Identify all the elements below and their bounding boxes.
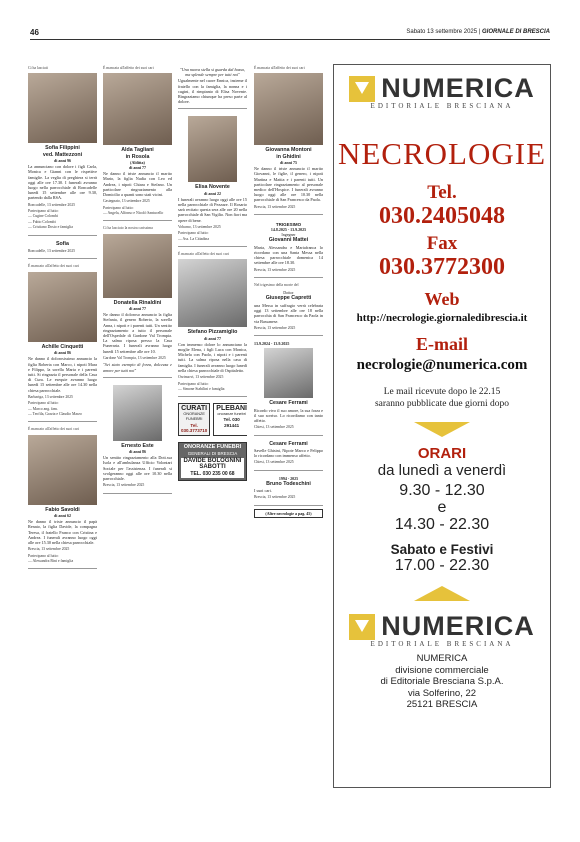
ad-phone: Tel. 030 291441 xyxy=(223,417,240,428)
notice-body: I funerali avranno luogo oggi alle ore 15 nella parrocchiale di Pezzaze. Il Rosario sarà recitato questa sera alle ore 20 nella parrocchiale di San Vigilio. Non fiori ma opere di bene. xyxy=(178,196,247,223)
obituary-notice xyxy=(103,381,172,494)
condolence-list xyxy=(28,209,97,231)
deceased-age: di anni 86 xyxy=(129,449,146,455)
notice-body: Con immenso dolore lo annunciano la moglie Elena, i figli Luca con Monica, Michela con Paolo, i nipoti e i parenti tutti. La salma riposa nella casa di famiglia. I funerali avranno luogo lunedì nella chiesa parrocchiale di Ospitaletto. xyxy=(178,341,247,373)
orari-morning: 9.30 - 12.30 xyxy=(399,482,485,499)
mail-note-line: Le mail ricevute dopo le 22.15 xyxy=(383,387,501,397)
column-4 xyxy=(254,64,323,824)
page-header xyxy=(30,28,550,40)
obituary-notice xyxy=(178,64,247,109)
email-label: E-mail xyxy=(416,334,468,354)
obituary-notice xyxy=(28,262,97,422)
notice-sign: Chiesi, 13 settembre 2025 xyxy=(254,425,294,430)
ad-sub: GENERALI DI BRESCIA xyxy=(187,450,238,456)
notice-sign: Brescia, 13 settembre 2025 xyxy=(254,267,296,272)
obituary-notice xyxy=(28,425,97,569)
obituary-notice xyxy=(254,474,323,506)
notice-sign: Brescia, 13 settembre 2025 xyxy=(254,325,296,330)
ad-title: CURATI xyxy=(181,405,208,413)
deceased-name: Sofia Filippini xyxy=(45,145,80,152)
list-item: Partecipano al lutto: xyxy=(28,209,59,214)
list-item: Partecipano al lutto: xyxy=(28,401,59,406)
ad-title: PLEBANI xyxy=(216,405,247,413)
obituary-notice xyxy=(103,224,172,377)
condolence-list xyxy=(178,231,247,242)
company-info xyxy=(334,653,550,711)
header-paper: GIORNALE DI BRESCIA xyxy=(481,29,550,35)
notice-body: una Messa in suffragio verrà celebrata oggi 13 settembre alle ore 18 nella parrocchia di San Francesco da Paola in via Bassanese. xyxy=(254,302,323,324)
company-line: di Editoriale Bresciana S.p.A. xyxy=(380,676,504,687)
more-obituaries-note: (Altre necrologie a pag. 45) xyxy=(254,509,323,518)
web-label: Web xyxy=(424,289,460,309)
portrait-photo xyxy=(103,234,172,298)
portrait-photo xyxy=(264,348,312,398)
numerica-logo-subtitle: EDITORIALE BRESCIANA xyxy=(370,102,514,110)
web-url: http://necrologie.giornaledibrescia.it xyxy=(356,312,528,324)
numerica-logo-text: NUMERICA xyxy=(381,611,535,641)
deceased-name: Elisa Novente xyxy=(195,184,230,191)
column-2 xyxy=(103,64,172,824)
column-3 xyxy=(178,64,247,824)
notice-sign: Gardone Val Trompia, 13 settembre 2025 xyxy=(103,355,166,360)
list-item: — Fabio Colombi xyxy=(28,219,56,224)
list-item: — Cristiano Dosio e famiglia xyxy=(28,225,73,230)
ad-curati xyxy=(178,403,210,436)
list-item: Partecipano al lutto: xyxy=(178,231,209,236)
numerica-logo-subtitle: EDITORIALE BRESCIANA xyxy=(370,640,514,648)
necrologie-title: NECROLOGIE xyxy=(337,136,547,171)
notice-sign: Roncadelle, 13 settembre 2025 xyxy=(28,249,76,254)
obituary-notice xyxy=(178,250,247,397)
list-item: — Alessandra Bini e famiglia xyxy=(28,558,74,563)
list-item: — Cugine Colombi xyxy=(28,214,58,219)
deceased-nickname: (Alditta) xyxy=(130,160,145,166)
triangle-down-icon xyxy=(414,422,470,437)
deceased-title: Dottor xyxy=(283,290,294,296)
list-item: — Teofila, Grazia e Claudio Marzo xyxy=(28,411,82,416)
deceased-name-sub: in Rosola xyxy=(125,153,150,160)
deceased-age: di anni 77 xyxy=(129,306,146,312)
obituary-notice xyxy=(254,281,323,336)
mail-note-line: saranno pubblicate due giorni dopo xyxy=(374,399,510,409)
notice-intro: È mancata all'affetto dei suoi cari xyxy=(103,66,154,70)
notice-body: Ne danno il dolorosissimo annuncio la figlia Roberta con Marco, i nipoti Mara e Filippo, la sorella Maria e i parenti tutti. Si ringrazia il personale della Casa di Cura. Le esequie avranno luogo lunedì 15 settembre alle ore 14.30 nella chiesa parrocchiale. xyxy=(28,356,97,393)
notice-sign: Orzinuovi, 13 settembre 2025 xyxy=(178,375,224,380)
notice-intro: Ci ha lasciati xyxy=(28,66,48,70)
orari-and: e xyxy=(437,499,447,516)
obituary-notice xyxy=(254,218,323,278)
notice-sign: Brescia, 13 settembre 2025 xyxy=(254,204,296,209)
deceased-name: Giovanni Mattei xyxy=(268,237,309,244)
condolence-list xyxy=(28,401,97,417)
portrait-photo xyxy=(28,73,97,143)
notice-dates: 14.8.2025 - 13.9.2025 xyxy=(270,227,307,233)
ad-name: DAVIDE BOLOGNINI SABOTTI xyxy=(181,458,244,471)
notice-sign: Castegnato, 13 settembre 2025 xyxy=(103,199,150,204)
notice-body: La annunciano con dolore i figli Carla, Monica e Gianni con le rispettive famiglie. La veglia di preghiera si terrà oggi alle ore 17.30. I funerali avranno luogo nella parrocchiale di Roncadelle lunedì 15 settembre alle ore 9.30, partendo dalla RSA. xyxy=(28,164,97,201)
notice-sign: Roncadelle, 13 settembre 2025 xyxy=(28,202,76,207)
notice-quote: "Una nuova stella si guarda dal basso, ma splende sempre per tutti noi" xyxy=(179,67,246,78)
condolence-list xyxy=(178,382,247,393)
list-item: — Simone Stabilini e famiglia xyxy=(178,386,225,391)
orari-afternoon: 14.30 - 22.30 xyxy=(394,516,490,533)
ad-line: ONORANZE FUNEBRI xyxy=(183,411,205,422)
notice-body: Ne danno il triste annuncio il papà Renato, la figlia Davide, la compagna Teresa, il fratello Franco con Cristina e Andrea. I funerali avranno luogo oggi alle ore 15.30 nella chiesa parrocchiale. xyxy=(28,519,97,545)
deceased-name-sub: in Ghidini xyxy=(276,153,301,160)
notice-intro: Nel trigesimo della morte del xyxy=(254,283,299,288)
notice-intro: È mancato all'affetto dei suoi cari xyxy=(28,427,79,432)
condolence-list xyxy=(103,206,172,217)
list-item: Partecipano al lutto: xyxy=(178,381,209,386)
deceased-age: di anni 77 xyxy=(129,165,146,171)
ad-title: ONORANZE FUNEBRI xyxy=(183,444,242,451)
notice-sign: Barbariga, 13 settembre 2025 xyxy=(28,394,73,399)
mail-note xyxy=(334,386,550,410)
obituary-notice xyxy=(28,64,97,236)
numerica-logo xyxy=(334,73,550,104)
ad-phone: TEL. 030 235 00 68 xyxy=(181,471,244,478)
tel-number: 030.2405048 xyxy=(379,203,505,229)
obituary-notice xyxy=(254,339,323,435)
portrait-photo xyxy=(178,259,247,327)
header-date: Sabato 13 settembre 2025 xyxy=(406,29,478,35)
list-item: — Ass. La Cittadina xyxy=(178,236,210,241)
ad-line: onoranze funebri xyxy=(217,411,246,416)
notice-sign: Brescia, 13 settembre 2025 xyxy=(254,495,296,500)
deceased-name: Alda Tagliani xyxy=(121,147,154,154)
notice-body: Ne danno il doloroso annuncio la figlia Stefania, il genero Roberto, la sorella Anna, i nipoti e i parenti tutti. Un sentito ringraziamento a tutto il personale dell'Ospedale di Gardone Val Trompia. La salma riposa presso la Casa Funeraria. I funerali avranno luogo lunedì 15 settembre alle ore 10. xyxy=(103,312,172,354)
triangle-up-icon xyxy=(414,586,470,601)
list-item: — Angela, Alfonso e Nicolò Santucello xyxy=(103,211,164,216)
notice-dates: 13.9.2024 - 13.9.2025 xyxy=(254,341,290,347)
deceased-title: Ingegner xyxy=(281,232,296,238)
deceased-age: di anni 77 xyxy=(204,335,221,341)
notice-body: Ne danno il triste annuncio il marito Giovanni, le figlie, il genero, i nipoti Martina e Mattia e i parenti tutti. Un particolare ringraziamento al personale medico dell'Hospice. I funerali avranno luogo oggi alle ore 10.30 nella parrocchiale di San Francesco da Paola. xyxy=(254,166,323,203)
portrait-photo xyxy=(28,435,97,505)
deceased-age: di anni 75 xyxy=(280,160,297,166)
numerica-logo-bottom xyxy=(334,611,550,642)
notice-intro: È mancata all'affetto dei suoi cari xyxy=(254,66,305,70)
deceased-age: di anni 22 xyxy=(204,190,221,196)
portrait-photo xyxy=(113,385,161,441)
deceased-name: Giovanna Montoni xyxy=(265,147,312,154)
notice-body: Ricordo vivo il suo amore, la sua forza e il suo sorriso. Lo ricordiamo con tanto affetto. xyxy=(254,407,323,423)
company-line: via Solferino, 22 xyxy=(407,687,477,699)
notice-sign: Brescia, 13 settembre 2025 xyxy=(103,483,145,488)
portrait-photo xyxy=(28,272,97,342)
column-1 xyxy=(28,64,97,824)
notice-sign: Vobarno, 13 settembre 2025 xyxy=(178,224,221,229)
email-address: necrologie@numerica.com xyxy=(356,357,528,373)
deceased-name: Fabio Savoldi xyxy=(45,506,80,513)
saturday-label: Sabato e Festivi xyxy=(390,542,494,557)
list-item: — Marco ang. fam. xyxy=(28,406,58,411)
ad-phone: Tel. 030.3773710 xyxy=(181,422,208,433)
company-line: divisione commerciale xyxy=(395,664,489,676)
orari-label: ORARI xyxy=(417,445,467,462)
deceased-name: Achille Cinquetti xyxy=(41,343,84,350)
notice-intro: È mancato all'affetto dei suoi cari xyxy=(178,252,229,257)
deceased-name: Cesare Ferrami xyxy=(269,440,308,447)
deceased-name: Stefano Pizzamiglio xyxy=(187,329,238,336)
ad-plebani xyxy=(213,403,247,436)
numerica-logo-mark xyxy=(349,76,375,102)
notice-heading: TRIGESIMO xyxy=(275,222,302,228)
notice-body: Ne danno il triste annuncio il marito Mario, la figlia Nadia con Leo ed Andrea, i nipoti Chiara e Stefano. Un particolare ringraziamento alla Domicilio a quanti sono stati vicini. xyxy=(103,171,172,198)
fax-number: 030.3772300 xyxy=(379,254,505,280)
numerica-logo-mark xyxy=(349,614,375,640)
deceased-name: Cesare Ferrami xyxy=(269,400,308,407)
deceased-name-sub: ved. Mattezzoni xyxy=(42,151,83,158)
obituary-notice xyxy=(178,112,247,247)
deceased-age: di anni 96 xyxy=(54,158,71,164)
notice-body: Maria, Alessandra e Mariafranca lo ricordano con una Santa Messa nella chiesa parrocchiale domenica 14 settembre alle ore 18.30. xyxy=(254,244,323,266)
obituary-notice xyxy=(28,239,97,260)
notice-body: Ugualmente nel cuore Ennica, insieme il fratello con la famiglia, la nonna e i cugini, il rimpianto di Elisa Novente. Ringraziamo chiunque ha preso parte al dolore. xyxy=(178,78,247,105)
notice-intro: Ci ha lasciato la nostra carissima xyxy=(103,226,153,231)
page-number: 46 xyxy=(30,28,39,37)
fax-label: Fax xyxy=(426,233,458,254)
saturday-hours: 17.00 - 22.30 xyxy=(394,557,490,574)
company-line: 25121 BRESCIA xyxy=(406,699,478,710)
ad-bolognini xyxy=(178,442,247,481)
obituary-notice xyxy=(254,64,323,215)
notice-body: Savelle Ghisini, Nipote Marco e Felippo lo ricordano con immenso affetto. xyxy=(254,447,323,459)
notice-body: Un sentito ringraziamento alla Dott.ssa Isola e all'ambulanza Ufficio Volontari Sociale per l'assistenza. I funerali si svolgeranno oggi alle ore 10.30 nella parrocchiale. xyxy=(103,455,172,481)
deceased-age: di anni 86 xyxy=(54,350,71,356)
deceased-name: Bruno Todeschini xyxy=(266,480,311,487)
notice-sign: Chiesi, 13 settembre 2025 xyxy=(254,460,294,465)
obituary-notice xyxy=(254,439,323,471)
numerica-logo-text: NUMERICA xyxy=(381,73,535,103)
deceased-name: Ernesto Este xyxy=(121,442,154,449)
list-item: Partecipano al lutto: xyxy=(103,205,134,210)
deceased-name: Sofia xyxy=(56,240,69,247)
ads-row xyxy=(178,400,247,439)
portrait-photo xyxy=(254,73,323,145)
deceased-name: Donatella Rinaldini xyxy=(113,299,162,306)
notice-dates: 1994 - 2025 xyxy=(278,475,299,481)
notice-body: I suoi cari. xyxy=(254,488,272,494)
obituary-notice xyxy=(103,64,172,221)
notice-sign: Brescia, 13 settembre 2025 xyxy=(28,547,70,552)
notice-intro: È mancato all'affetto dei suoi cari xyxy=(28,264,79,269)
tel-label: Tel. xyxy=(427,182,457,203)
company-line: NUMERICA xyxy=(416,653,468,664)
header-info: Sabato 13 settembre 2025 | GIORNALE DI BRESCIA xyxy=(406,29,550,35)
necrologie-ad-panel xyxy=(333,64,551,788)
notice-quote: "Sei stato esempio di forza, dolcezza e amore per tutti noi" xyxy=(103,362,172,373)
condolence-list xyxy=(28,554,97,565)
portrait-photo xyxy=(103,73,172,145)
deceased-age: di anni 62 xyxy=(54,513,71,519)
list-item: Partecipano al lutto: xyxy=(28,553,59,558)
deceased-name: Giuseppe Capretti xyxy=(265,295,312,302)
portrait-photo xyxy=(188,116,236,182)
orari-days: da lunedì a venerdì xyxy=(377,462,507,479)
